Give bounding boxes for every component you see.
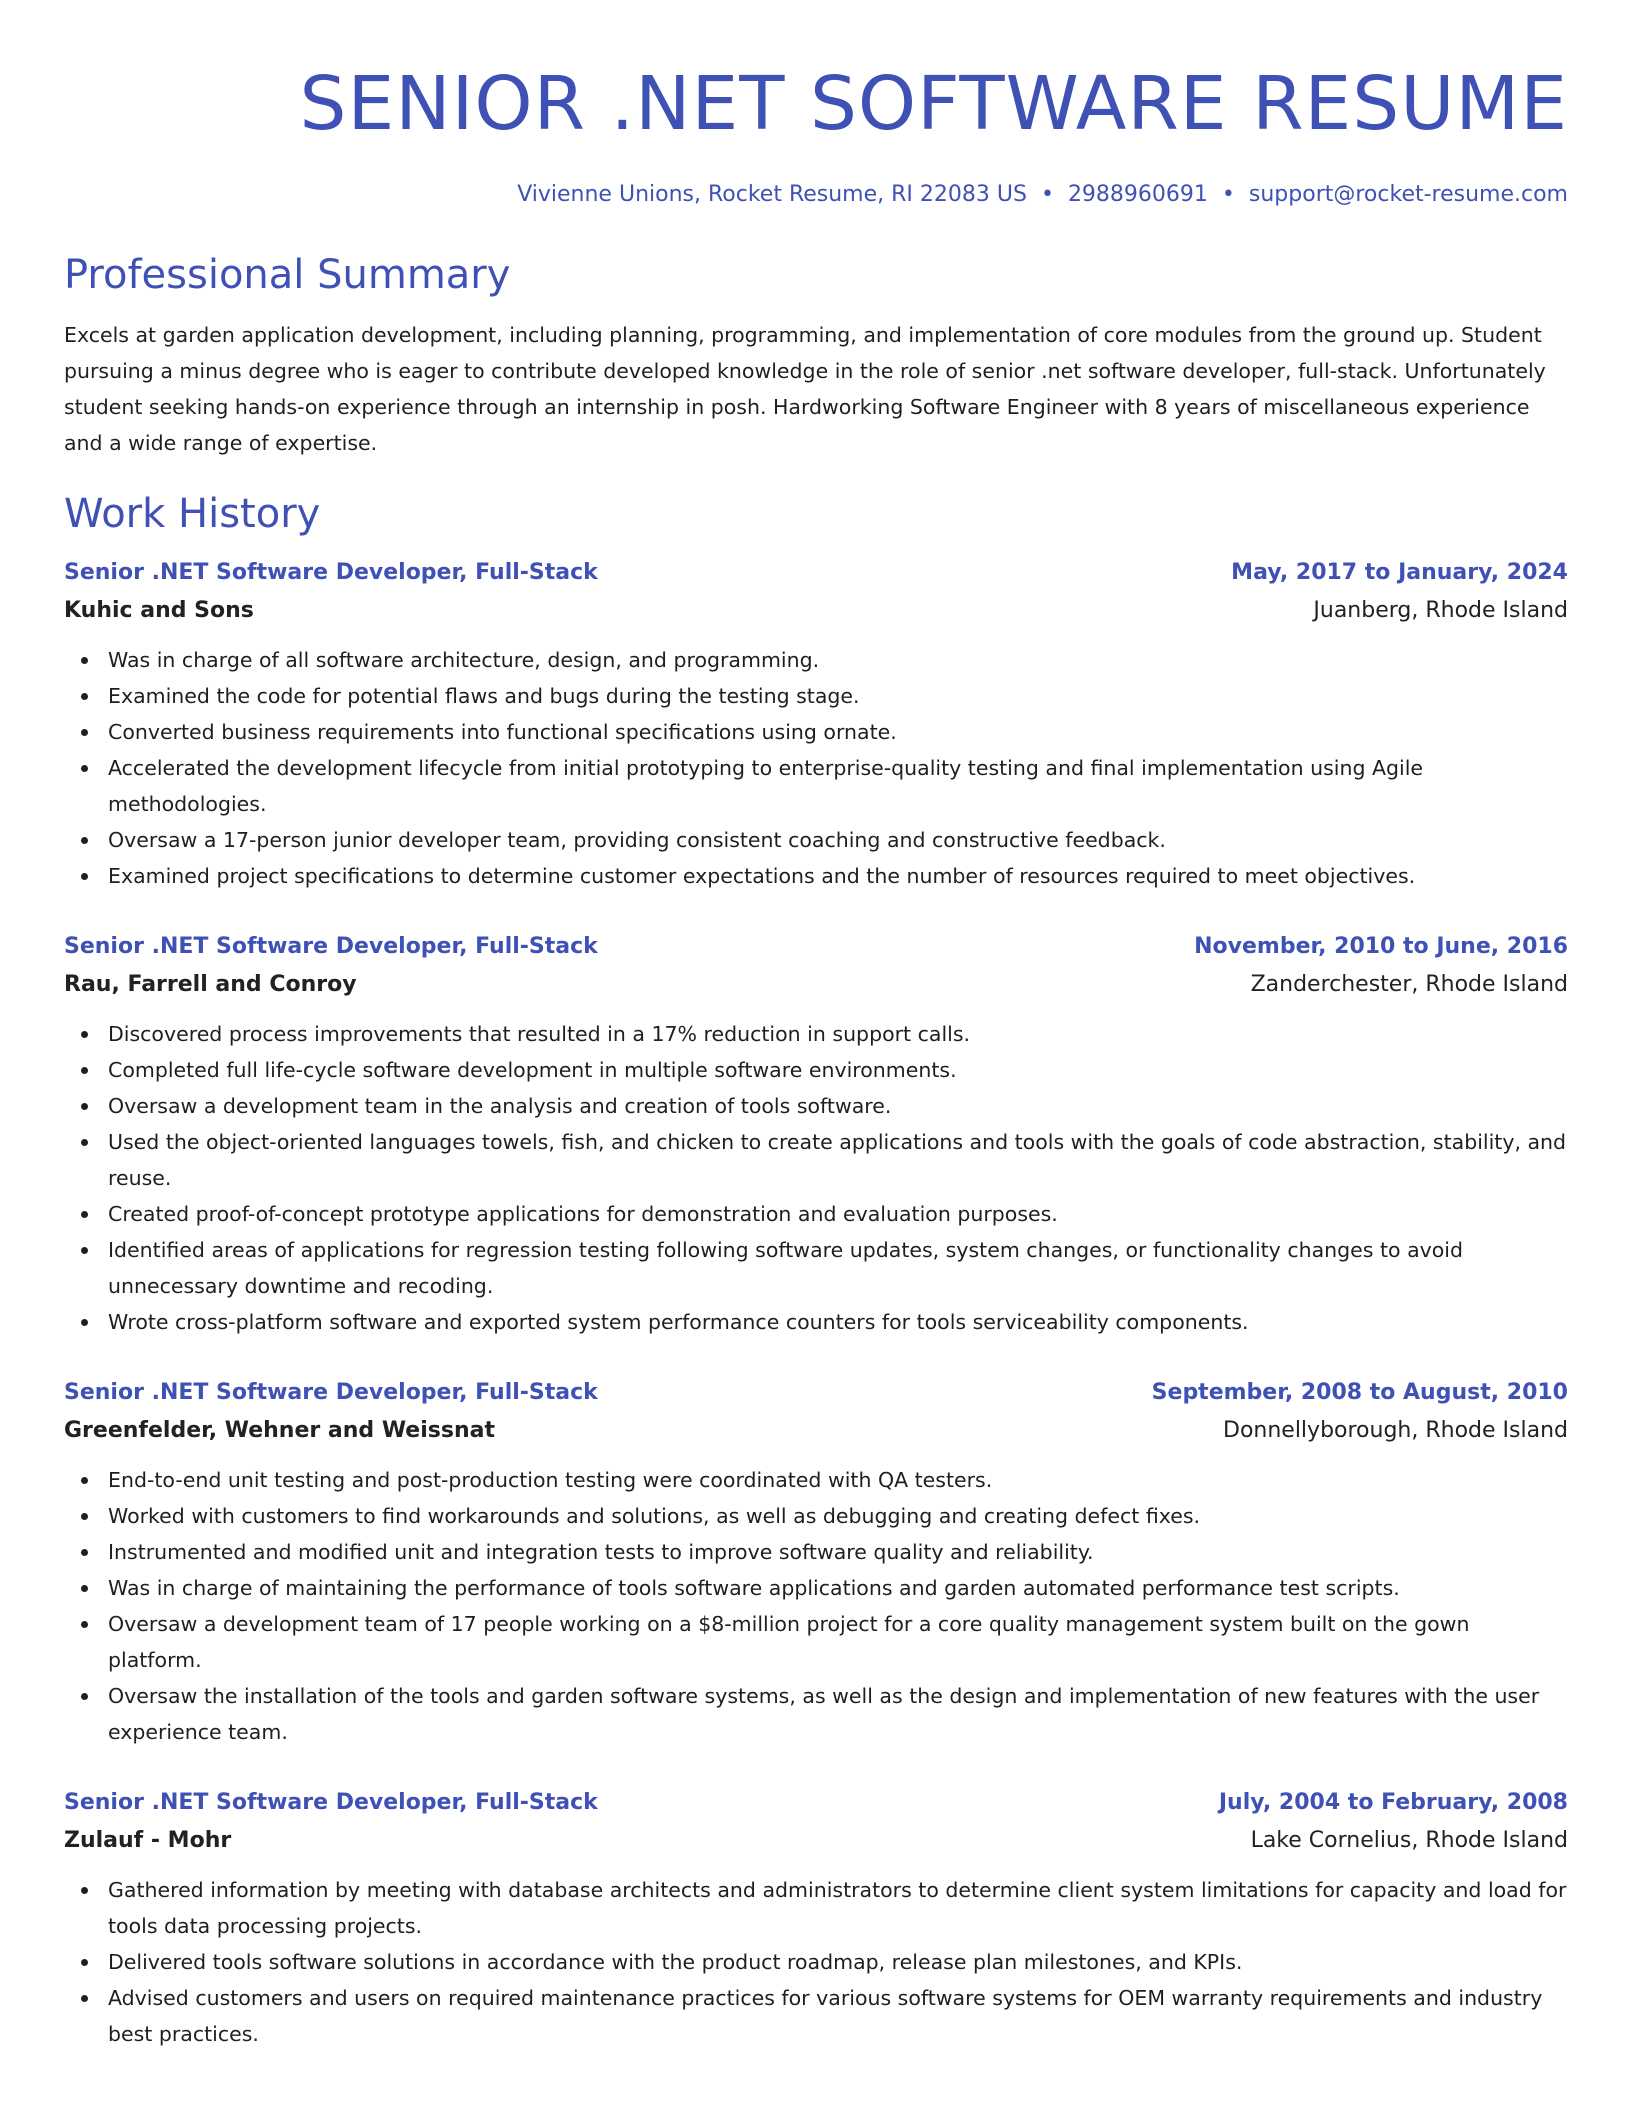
job-bullet: Gathered information by meeting with database architects and administrators to determine client system limitations for capacity and load for tools data processing projects.	[108, 1872, 1568, 1944]
job-bullet: Was in charge of all software architecture, design, and programming.	[108, 642, 1568, 678]
job-entry	[64, 1374, 1568, 1750]
job-bullet: Created proof-of-concept prototype applications for demonstration and evaluation purposes.	[108, 1196, 1568, 1232]
contact-separator: •	[1221, 182, 1235, 207]
job-bullet: Oversaw a development team of 17 people working on a $8-million project for a core quality management system built on the gown platform.	[108, 1606, 1568, 1678]
resume-title: SENIOR .NET SOFTWARE RESUME	[299, 61, 1568, 147]
job-bullet: Delivered tools software solutions in accordance with the product roadmap, release plan milestones, and KPIs.	[108, 1944, 1568, 1980]
job-entry	[64, 1784, 1568, 2052]
job-bullet: Oversaw the installation of the tools and garden software systems, as well as the design and implementation of new features with the user experience team.	[108, 1678, 1568, 1750]
contact-separator: •	[1040, 182, 1054, 207]
job-bullet: Used the object-oriented languages towels, fish, and chicken to create applications and tools with the goals of code abstraction, stability, and reuse.	[108, 1124, 1568, 1196]
resume-page	[64, 0, 1568, 2052]
job-title: Senior .NET Software Developer, Full-Stack	[64, 934, 598, 959]
job-dates: November, 2010 to June, 2016	[1194, 934, 1568, 959]
job-dates: September, 2008 to August, 2010	[1151, 1380, 1568, 1405]
job-bullet: Completed full life-cycle software development in multiple software environments.	[108, 1052, 1568, 1088]
job-bullet: Discovered process improvements that resulted in a 17% reduction in support calls.	[108, 1016, 1568, 1052]
job-bullet-list	[64, 642, 1568, 894]
job-bullet: Identified areas of applications for regression testing following software updates, system changes, or functionality changes to avoid unnecessary downtime and recoding.	[108, 1232, 1568, 1304]
job-title: Senior .NET Software Developer, Full-Stack	[64, 1790, 598, 1815]
contact-email: support@rocket-resume.com	[1248, 182, 1568, 207]
job-bullet: Converted business requirements into functional specifications using ornate.	[108, 714, 1568, 750]
contact-address: Vivienne Unions, Rocket Resume, RI 22083 US	[517, 182, 1027, 207]
job-location: Zanderchester, Rhode Island	[1250, 972, 1568, 997]
job-bullet: Advised customers and users on required maintenance practices for various software systems for OEM warranty requirements and industry best practices.	[108, 1980, 1568, 2052]
job-company: Rau, Farrell and Conroy	[64, 972, 357, 997]
job-title: Senior .NET Software Developer, Full-Stack	[64, 560, 598, 585]
job-bullet: Examined the code for potential flaws and bugs during the testing stage.	[108, 678, 1568, 714]
job-company: Greenfelder, Wehner and Weissnat	[64, 1418, 495, 1443]
job-company: Zulauf - Mohr	[64, 1828, 232, 1853]
professional-summary-heading: Professional Summary	[64, 252, 511, 298]
professional-summary-section	[64, 250, 1568, 461]
resume-header	[64, 54, 1568, 210]
job-dates: July, 2004 to February, 2008	[1218, 1790, 1568, 1815]
job-dates: May, 2017 to January, 2024	[1231, 560, 1568, 585]
job-bullet-list	[64, 1462, 1568, 1750]
job-bullet: Examined project specifications to determine customer expectations and the number of resources required to meet objectives.	[108, 858, 1568, 894]
job-title: Senior .NET Software Developer, Full-Stack	[64, 1380, 598, 1405]
work-history-section	[64, 489, 1568, 2052]
job-bullet: Was in charge of maintaining the performance of tools software applications and garden automated performance test scripts.	[108, 1570, 1568, 1606]
contact-phone: 2988960691	[1067, 182, 1208, 207]
job-location: Donnellyborough, Rhode Island	[1223, 1418, 1568, 1443]
job-company: Kuhic and Sons	[64, 598, 254, 623]
professional-summary-text: Excels at garden application development, including planning, programming, and implementation of core modules from the ground up. Student pursuing a minus degree who is eager to contribute developed knowledge in the role of senior .net software developer, full-stack. Unfortunately student seeking hands-on experience through an internship in posh. Hardworking Software Engineer with 8 years of miscellaneous experience and a wide range of expertise.	[64, 323, 1546, 455]
job-bullet: Instrumented and modified unit and integration tests to improve software quality and reliability.	[108, 1534, 1568, 1570]
job-bullet-list	[64, 1872, 1568, 2052]
job-bullet: Worked with customers to find workarounds and solutions, as well as debugging and creating defect fixes.	[108, 1498, 1568, 1534]
job-bullet-list	[64, 1016, 1568, 1340]
contact-line	[64, 180, 1568, 210]
job-location: Lake Cornelius, Rhode Island	[1250, 1828, 1568, 1853]
job-bullet: Wrote cross-platform software and exported system performance counters for tools serviceability components.	[108, 1304, 1568, 1340]
job-bullet: Oversaw a development team in the analysis and creation of tools software.	[108, 1088, 1568, 1124]
job-bullet: Accelerated the development lifecycle from initial prototyping to enterprise-quality testing and final implementation using Agile methodologies.	[108, 750, 1568, 822]
job-location: Juanberg, Rhode Island	[1313, 598, 1568, 623]
job-bullet: Oversaw a 17-person junior developer team, providing consistent coaching and constructive feedback.	[108, 822, 1568, 858]
job-entry	[64, 928, 1568, 1340]
job-bullet: End-to-end unit testing and post-production testing were coordinated with QA testers.	[108, 1462, 1568, 1498]
work-history-heading: Work History	[64, 491, 321, 537]
job-entry	[64, 554, 1568, 894]
